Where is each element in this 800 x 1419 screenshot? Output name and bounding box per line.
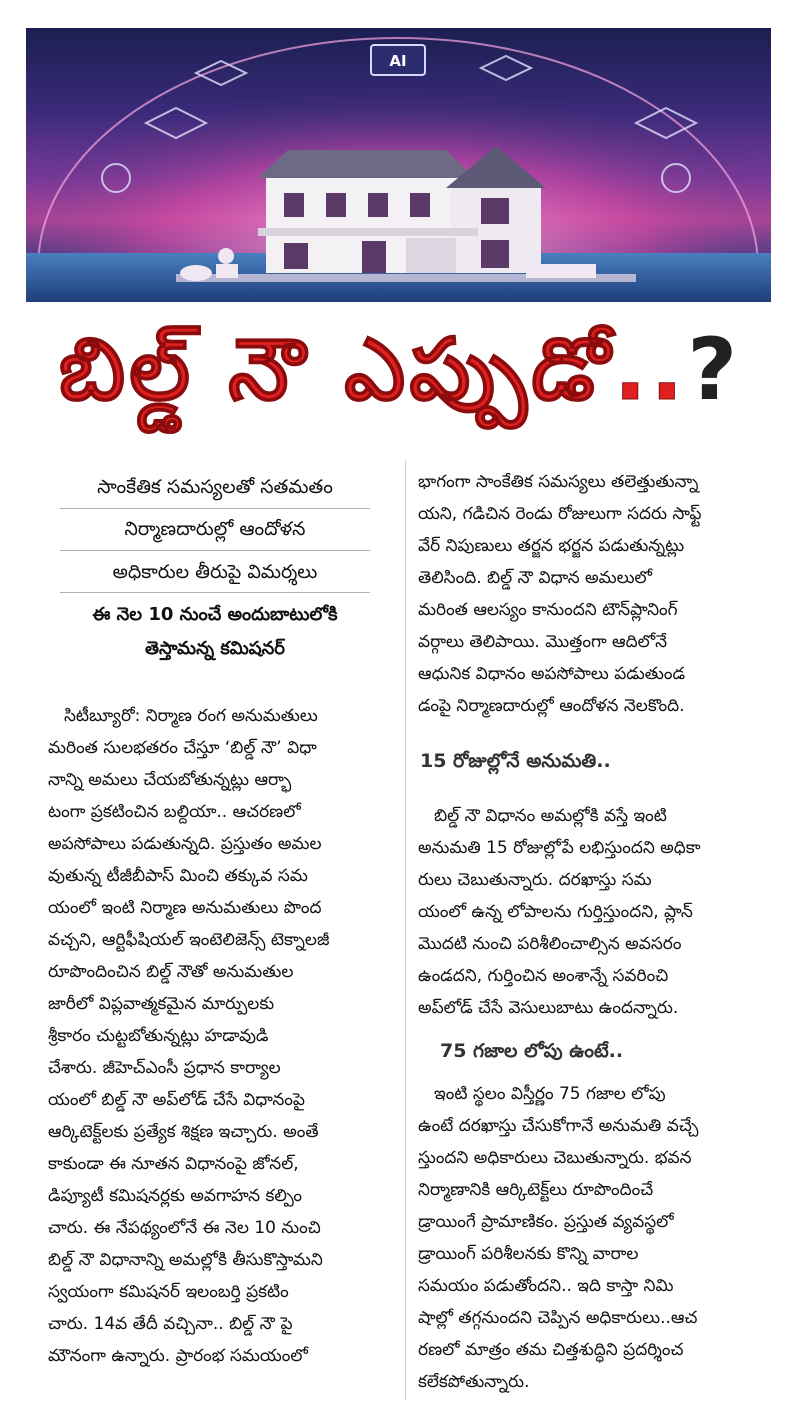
body-line: యంలో ఇంటి నిర్మాణ అనుమతులు పొంద xyxy=(48,898,322,918)
body-line: చేశారు. జీహెచ్ఎంసీ ప్రధాన కార్యాల xyxy=(48,1058,281,1078)
deck-line: అధికారుల తీరుపై విమర్శలు xyxy=(112,561,318,583)
body-line: ఇంటి స్థలం విస్తీర్ణం 75 గజాల లోపు xyxy=(434,1084,666,1104)
body-line: ఆర్కిటెక్ట్‌లకు ప్రత్యేక శిక్షణ ఇచ్చారు. అంతే xyxy=(48,1122,319,1142)
body-line: డ్రాయింగే ప్రామాణికం. ప్రస్తుత వ్యవస్థలో xyxy=(418,1212,674,1232)
body-line: అప్‌లోడ్ చేసే వెసులుబాటు ఉందన్నారు. xyxy=(418,998,679,1018)
right-column-top xyxy=(418,466,773,722)
body-line: మొదటి నుంచి పరిశీలించాల్సిన అవసరం xyxy=(418,934,682,954)
body-line: డంపై నిర్మాణదారుల్లో ఆందోళన నెలకొంది. xyxy=(418,696,685,716)
body-line: డ్రాయింగ్ పరిశీలనకు కొన్ని వారాల xyxy=(418,1244,639,1264)
body-line: అపసోపాలు పడుతున్నది. ప్రస్తుతం అమల xyxy=(48,834,322,854)
smart-home-illustration xyxy=(26,28,771,302)
body-line: చారు. ఈ నేపథ్యంలోనే ఈ నెల 10 నుంచి xyxy=(48,1218,321,1238)
body-line: చారు. 14వ తేదీ వచ్చినా.. బిల్డ్ నౌ పై xyxy=(48,1314,293,1334)
body-line: నిర్మాణానికి ఆర్కిటెక్ట్‌లు రూపొందించే xyxy=(418,1180,654,1200)
body-line: వచ్చని, ఆర్టిఫీషియల్ ఇంటెలిజెన్స్ టెక్నాలజీ xyxy=(48,930,330,950)
deck-line: సాంకేతిక సమస్యలతో సతమతం xyxy=(97,476,333,498)
body-line: యని, గడిచిన రెండు రోజులుగా సదరు సాఫ్ట్ xyxy=(418,504,702,524)
body-line: కలేకపోతున్నారు. xyxy=(418,1372,530,1392)
body-line: రులు చెబుతున్నారు. దరఖాస్తు సమ xyxy=(418,870,652,890)
body-line: వుతున్న టీజీబీపాస్ మించి తక్కువ సమ xyxy=(48,866,308,886)
left-column xyxy=(48,700,393,1372)
deck xyxy=(50,470,380,670)
body-line: జారీలో విప్లవాత్మకమైన మార్పులకు xyxy=(48,994,275,1014)
body-line: డిప్యూటీ కమిషనర్లకు అవగాహన కల్పిం xyxy=(48,1186,302,1206)
body-line: వర్గాలు తెలిపాయి. మొత్తంగా ఆదిలోనే xyxy=(418,632,668,652)
body-line: సిటీబ్యూరో: నిర్మాణ రంగ అనుమతులు xyxy=(64,706,318,726)
right-column-bottom xyxy=(418,1078,773,1398)
deck-highlight: తెస్తామన్న కమిషనర్ xyxy=(145,638,285,659)
body-line: శ్రీకారం చుట్టబోతున్నట్లు హడావుడి xyxy=(48,1026,269,1046)
subheading: 15 రోజుల్లోనే అనుమతి.. xyxy=(420,750,611,772)
body-line: ఉండదని, గుర్తించిన అంశాన్నే సవరించి xyxy=(418,966,669,986)
deck-divider xyxy=(60,508,370,509)
body-line: తెలిసింది. బిల్డ్ నౌ విధాన అమలులో xyxy=(418,568,653,588)
body-line: షాల్లో తగ్గనుందని చెప్పిన అధికారులు..ఆచ xyxy=(418,1308,698,1328)
deck-divider xyxy=(60,592,370,593)
body-line: కాకుండా ఈ నూతన విధానంపై జోనల్, xyxy=(48,1154,299,1174)
subheading: 75 గజాల లోపు ఉంటే.. xyxy=(440,1040,624,1062)
body-line: రూపొందించిన బిల్డ్ నౌతో అనుమతుల xyxy=(48,962,294,982)
body-line: స్వయంగా కమిషనర్ ఇలంబర్తి ప్రకటిం xyxy=(48,1282,289,1302)
hero-image xyxy=(26,28,771,302)
body-line: మరింత సులభతరం చేస్తూ ‘బిల్డ్ నౌ’ విధా xyxy=(48,738,317,758)
headline-text: బిల్డ్ నౌ ఎప్పుడో.. xyxy=(58,320,688,420)
headline xyxy=(0,315,800,425)
body-line: టంగా ప్రకటించిన బల్దియా.. ఆచరణలో xyxy=(48,802,301,822)
body-line: ఉంటే దరఖాస్తు చేసుకోగానే అనుమతి వచ్చే xyxy=(418,1116,699,1136)
body-line: సమయం పడుతోందని.. ఇది కాస్తా నిమి xyxy=(418,1276,674,1296)
deck-divider xyxy=(60,550,370,551)
body-line: నాన్ని అమలు చేయబోతున్నట్లు ఆర్భా xyxy=(48,770,292,790)
headline-question-mark: ? xyxy=(687,320,742,420)
deck-highlight: ఈ నెల 10 నుంచే అందుబాటులోకి xyxy=(92,604,338,625)
body-line: మరింత ఆలస్యం కానుందని టౌన్‌ప్లానింగ్ xyxy=(418,600,678,620)
body-line: అనుమతి 15 రోజుల్లోపే లభిస్తుందని అధికా xyxy=(418,838,701,858)
body-line: బిల్డ్ నౌ విధానం అమల్లోకి వస్తే ఇంటి xyxy=(434,806,667,826)
body-line: వేర్ నిపుణులు తర్జన భర్జన పడుతున్నట్లు xyxy=(418,536,685,556)
body-line: మౌనంగా ఉన్నారు. ప్రారంభ సమయంలో xyxy=(48,1346,308,1366)
column-divider xyxy=(405,460,406,1400)
body-line: యంలో ఉన్న లోపాలను గుర్తిస్తుందని, ప్లాన్ xyxy=(418,902,693,922)
body-line: భాగంగా సాంకేతిక సమస్యలు తలెత్తుతున్నా xyxy=(418,472,699,492)
body-line: స్తుందని అధికారులు చెబుతున్నారు. భవన xyxy=(418,1148,692,1168)
body-line: ఆధునిక విధానం అపసోపాలు పడుతుండ xyxy=(418,664,686,684)
body-line: యంలో బిల్డ్ నౌ అప్‌లోడ్ చేసే విధానంపై xyxy=(48,1090,305,1110)
body-line: రణలో మాత్రం తమ చిత్తశుద్ధిని ప్రదర్శించ xyxy=(418,1340,684,1360)
ai-badge-label: AI xyxy=(389,52,407,70)
right-column-mid xyxy=(418,800,773,1024)
house xyxy=(258,146,546,273)
deck-line: నిర్మాణదారుల్లో ఆందోళన xyxy=(124,518,306,540)
body-line: బిల్డ్ నౌ విధానాన్ని అమల్లోకి తీసుకొస్తామని xyxy=(48,1250,323,1270)
